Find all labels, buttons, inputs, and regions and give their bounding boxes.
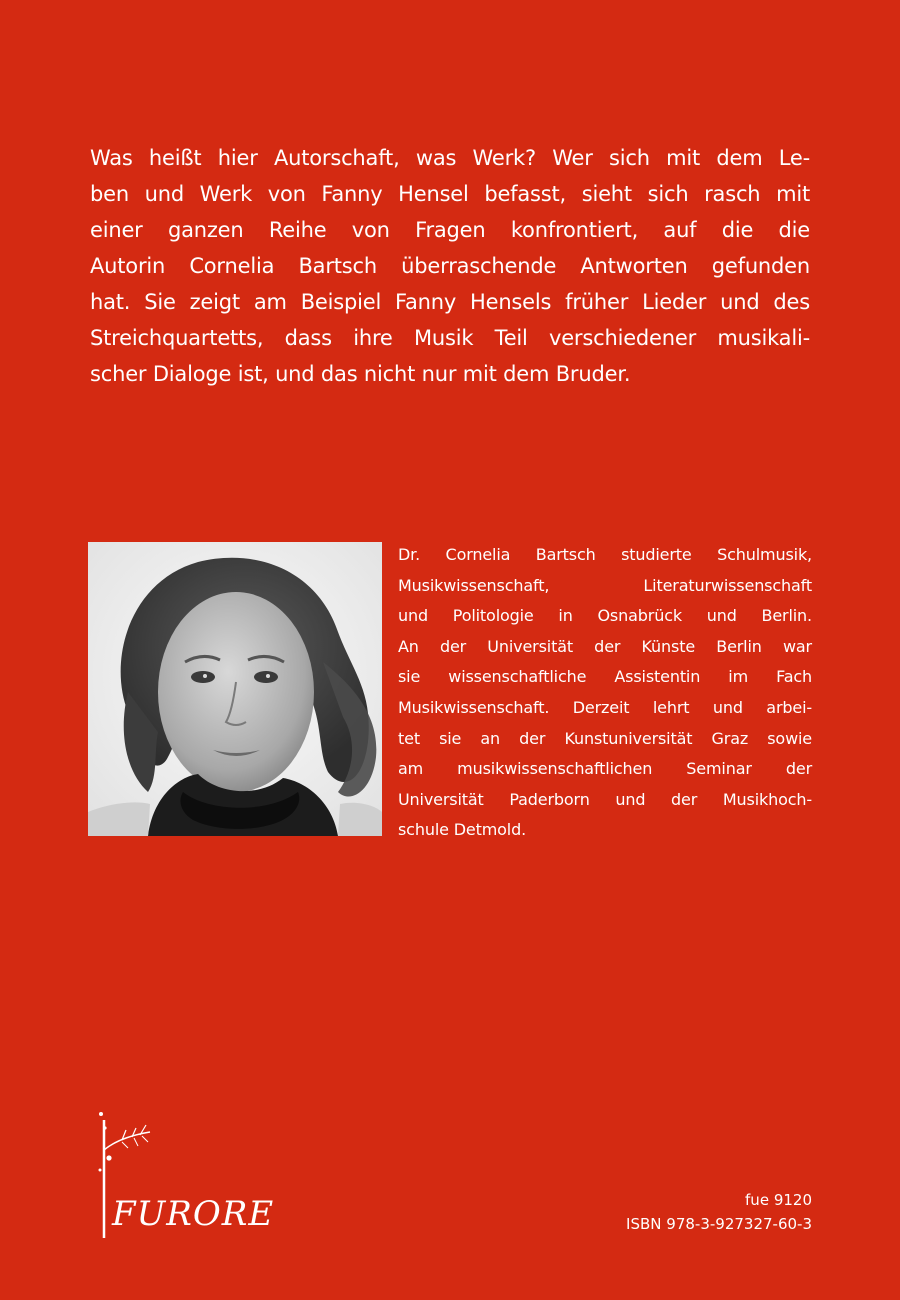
catalog-info: [626, 1188, 812, 1236]
isbn: ISBN 978-3-927327-60-3: [626, 1215, 812, 1233]
blurb-line: einer ganzen Reihe von Fragen konfrontiert, auf die die: [90, 218, 810, 242]
author-bio: [398, 540, 812, 846]
bio-line: sie wissenschaftliche Assistentin im Fach: [398, 667, 812, 687]
bio-line: Musikwissenschaft, Literaturwissenschaft: [398, 575, 812, 595]
bio-line: und Politologie in Osnabrück und Berlin.: [398, 606, 812, 626]
blurb-line: hat. Sie zeigt am Beispiel Fanny Hensels früher Lieder und des: [90, 290, 810, 314]
author-portrait-image: [88, 542, 382, 836]
blurb-line: Streichquartetts, dass ihre Musik Teil verschiedener musikali-: [90, 326, 810, 350]
bio-line: am musikwissenschaftlichen Seminar der: [398, 759, 812, 779]
blurb-line: ben und Werk von Fanny Hensel befasst, sieht sich rasch mit: [90, 182, 810, 206]
bio-line: Dr. Cornelia Bartsch studierte Schulmusik,: [398, 545, 812, 564]
logo-wordmark: FURORE: [112, 1194, 275, 1234]
bio-line: Musikwissenschaft. Derzeit lehrt und arbei-: [398, 697, 812, 717]
catalog-number: fue 9120: [745, 1191, 812, 1209]
blurb-text: [90, 140, 810, 392]
bio-line: schule Detmold.: [398, 820, 527, 840]
bio-line: tet sie an der Kunstuniversität Graz sowie: [398, 728, 812, 748]
author-photo: [88, 542, 382, 836]
furore-logo: [92, 1110, 282, 1240]
bio-line: Universität Paderborn und der Musikhoch-: [398, 789, 812, 809]
blurb-line: Autorin Cornelia Bartsch überraschende Antworten gefunden: [90, 254, 810, 278]
blurb-line: scher Dialoge ist, und das nicht nur mit dem Bruder.: [90, 362, 631, 386]
bio-line: An der Universität der Künste Berlin war: [398, 636, 812, 656]
blurb-line: Was heißt hier Autorschaft, was Werk? Wer sich mit dem Le-: [90, 146, 810, 170]
